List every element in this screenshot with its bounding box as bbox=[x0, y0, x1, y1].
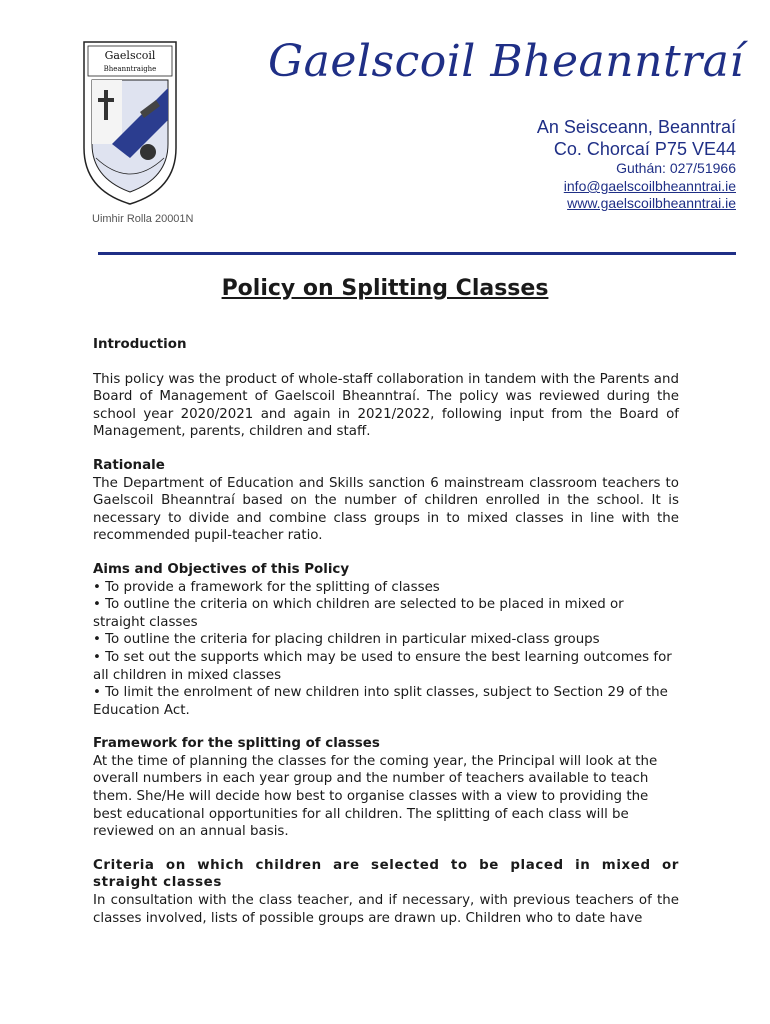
address-line-2: Co. Chorcaí P75 VE44 bbox=[553, 139, 736, 159]
document-title: Policy on Splitting Classes bbox=[221, 276, 549, 301]
roll-number: Uimhir Rolla 20001N bbox=[92, 213, 194, 225]
aims-item: • To limit the enrolment of new children into split classes, subject to Section 29 of the Education Act. bbox=[93, 684, 679, 719]
framework-heading: Framework for the splitting of classes bbox=[93, 736, 380, 752]
crest-name-text: Gaelscoil bbox=[104, 49, 156, 62]
aims-item: • To set out the supports which may be used to ensure the best learning outcomes for all children in mixed classes bbox=[93, 649, 679, 684]
school-crest-logo bbox=[82, 40, 178, 206]
aims-item: • To provide a framework for the splitting of classes bbox=[93, 579, 679, 597]
header-divider bbox=[98, 252, 736, 255]
criteria-text: In consultation with the class teacher, and if necessary, with previous teachers of the classes involved, lists of possible groups are drawn up. Children who to date have bbox=[93, 893, 679, 926]
criteria-heading: Criteria on which children are selected to be placed in mixed or straight classes bbox=[93, 857, 679, 891]
rationale-heading: Rationale bbox=[93, 457, 165, 473]
document-body bbox=[93, 336, 679, 927]
school-title: Gaelscoil Bheanntraí bbox=[268, 36, 744, 87]
framework-text: At the time of planning the classes for the coming year, the Principal will look at the overall numbers in each year group and the number of teachers available to teach them. She/He will decide how best to organise classes with a view to providing the best educational opportunities for all children. The splitting of each class will be reviewed on an annual basis. bbox=[93, 753, 658, 840]
phone-number: Guthán: 027/51966 bbox=[616, 160, 736, 176]
crest-subname-text: Bheanntraighe bbox=[103, 65, 157, 73]
email-link[interactable]: info@gaelscoilbheanntrai.ie bbox=[563, 178, 736, 194]
website-link[interactable]: www.gaelscoilbheanntrai.ie bbox=[567, 195, 736, 211]
aims-heading: Aims and Objectives of this Policy bbox=[93, 561, 350, 577]
aims-item: • To outline the criteria on which children are selected to be placed in mixed or straight classes bbox=[93, 596, 679, 631]
address-line-1: An Seisceann, Beanntraí bbox=[536, 117, 736, 137]
introduction-text: This policy was the product of whole-staff collaboration in tandem with the Parents and Board of Management of Gaelscoil Bheanntraí. The policy was reviewed during the school year 2020/2021 and again in 2021/2022, following input from the Board of Management, parents, children and staff. bbox=[93, 371, 679, 440]
introduction-heading: Introduction bbox=[93, 337, 187, 352]
aims-item: • To outline the criteria for placing children in particular mixed-class groups bbox=[93, 631, 679, 649]
rationale-text: The Department of Education and Skills sanction 6 mainstream classroom teachers to Gaelscoil Bheanntraí based on the number of children enrolled in the school. It is necessary to divide and combine class groups in to mixed classes in line with the recommended pupil-teacher ratio. bbox=[93, 475, 679, 544]
